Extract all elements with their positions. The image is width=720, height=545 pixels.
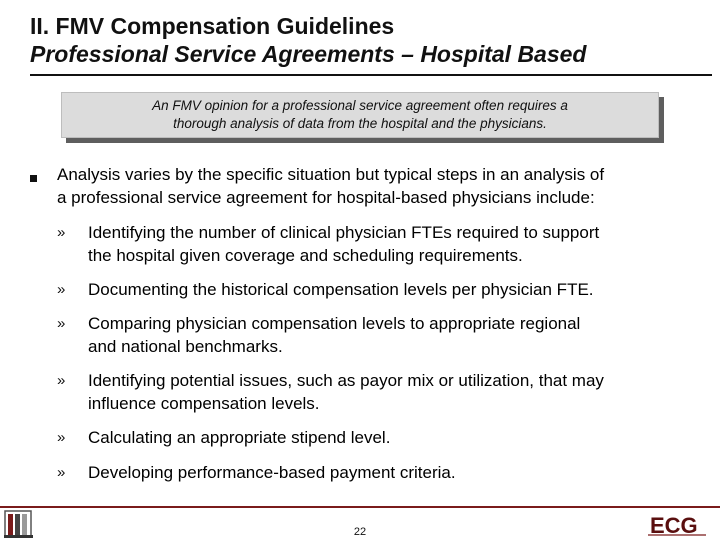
callout-line-1: An FMV opinion for a professional service agreement often requires a bbox=[152, 98, 568, 113]
sub-bullet-text bbox=[88, 278, 698, 301]
main-bullet-text bbox=[57, 163, 707, 209]
chevron-right-icon: » bbox=[57, 315, 66, 332]
sub-bullet-text bbox=[88, 461, 698, 484]
callout-box bbox=[61, 92, 659, 138]
chevron-right-icon: » bbox=[57, 224, 66, 241]
square-bullet-icon bbox=[30, 175, 37, 182]
chevron-right-icon: » bbox=[57, 372, 66, 389]
sub-bullet-line-1: Comparing physician compensation levels to appropriate regional bbox=[88, 314, 581, 333]
sub-bullet-line-2: influence compensation levels. bbox=[88, 394, 320, 413]
sub-bullet-line-1: Calculating an appropriate stipend level. bbox=[88, 428, 391, 447]
sub-bullet-text bbox=[88, 426, 698, 449]
ecg-logo-text: ECG bbox=[650, 513, 698, 537]
callout-text bbox=[142, 97, 578, 133]
chevron-right-icon: » bbox=[57, 281, 66, 298]
sub-bullet-line-2: and national benchmarks. bbox=[88, 337, 283, 356]
title-line-1: II. FMV Compensation Guidelines bbox=[30, 13, 395, 39]
sub-bullet-text bbox=[88, 312, 698, 358]
page-number: 22 bbox=[353, 526, 367, 538]
sub-bullet-line-1: Developing performance-based payment criteria. bbox=[88, 463, 456, 482]
building-logo-icon bbox=[4, 508, 34, 545]
footer-divider bbox=[0, 506, 720, 508]
title-line-2: Professional Service Agreements – Hospital Based bbox=[30, 41, 587, 67]
main-bullet-line-1: Analysis varies by the specific situation but typical steps in an analysis of bbox=[57, 165, 605, 184]
sub-bullet-line-2: the hospital given coverage and scheduling requirements. bbox=[88, 246, 523, 265]
slide-title bbox=[30, 12, 710, 68]
sub-bullet-text bbox=[88, 221, 698, 267]
chevron-right-icon: » bbox=[57, 429, 66, 446]
sub-bullet-line-1: Identifying potential issues, such as payor mix or utilization, that may bbox=[88, 371, 604, 390]
sub-bullet-line-1: Identifying the number of clinical physician FTEs required to support bbox=[88, 223, 600, 242]
ecg-logo bbox=[646, 511, 716, 542]
main-bullet-line-2: a professional service agreement for hospital-based physicians include: bbox=[57, 188, 595, 207]
sub-bullet-line-1: Documenting the historical compensation levels per physician FTE. bbox=[88, 280, 594, 299]
callout-line-2: thorough analysis of data from the hospital and the physicians. bbox=[173, 116, 547, 131]
chevron-right-icon: » bbox=[57, 464, 66, 481]
title-divider bbox=[30, 74, 712, 76]
sub-bullet-text bbox=[88, 369, 698, 415]
